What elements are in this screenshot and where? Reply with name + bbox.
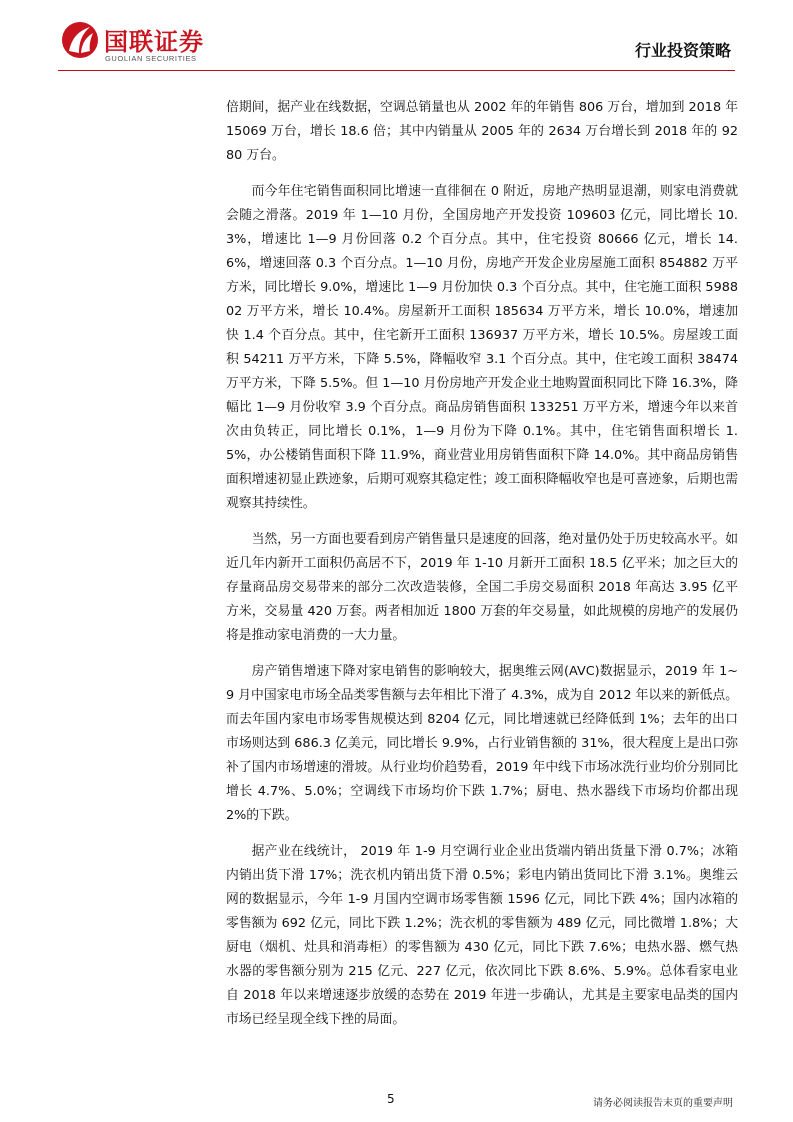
report-category-title: 行业投资策略 xyxy=(634,41,731,60)
body-paragraph: 而今年住宅销售面积同比增速一直徘徊在 0 附近，房地产热明显退潮，则家电消费就会随之滑落。2019 年 1—10 月份，全国房地产开发投资 109603 亿元，同比增长 10.3%，增速比 1—9 月份回落 0.2 个百分点。其中，住宅投资 80666 亿元，增长 14.6%，增速回落 0.3 个百分点。1—10 月份，房地产开发企业房屋施工面积 854882 万平方米，同比增长 9.0%，增速比 1—9 月份加快 0.3 个百分点。其中，住宅施工面积 598802 万平方米，增长 10.4%。房屋新开工面积 185634 万平方米，增长 10.0%，增速加快 1.4 个百分点。其中，住宅新开工面积 136937 万平方米，增长 10.5%。房屋竣工面积 54211 万平方米，下降 5.5%，降幅收窄 3.1 个百分点。其中，住宅竣工面积 38474 万平方米，下降 5.5%。但 1—10 月份房地产开发企业土地购置面积同比下降 16.3%，降幅比 1—9 月份收窄 3.9 个百分点。商品房销售面积 133251 万平方米，增速今年以来首次由负转正，同比增长 0.1%，1—9 月份为下降 0.1%。其中，住宅销售面积增长 1.5%，办公楼销售面积下降 11.9%，商业营业用房销售面积下降 14.0%。其中商品房销售面积增速初显止跌迹象，后期可观察其稳定性；竣工面积降幅收窄也是可喜迹象，后期也需观察其持续性。 xyxy=(226,184,738,511)
body-paragraph: 房产销售增速下降对家电销售的影响较大，据奥维云网(AVC)数据显示，2019 年 1~9 月中国家电市场全品类零售额与去年相比下滑了 4.3%，成为自 2012 年以来的新低点。而去年国内家电市场零售规模达到 8204 亿元，同比增速就已经降低到 1%；去年的出口市场则达到 686.3 亿美元，同比增长 9.9%，占行业销售额的 31%，很大程度上是出口弥补了国内市场增速的滑坡。从行业均价趋势看，2019 年中线下市场冰洗行业均价分别同比增长 4.7%、5.0%；空调线下市场均价下跌 1.7%；厨电、热水器线下市场均价都出现 2%的下跌。 xyxy=(226,664,738,823)
page-header xyxy=(0,0,793,80)
header-divider xyxy=(58,70,735,71)
page-number: 5 xyxy=(387,1092,395,1106)
report-body xyxy=(226,96,738,1044)
body-paragraph: 当然，另一方面也要看到房产销售量只是速度的回落，绝对量仍处于历史较高水平。如近几年内新开工面积仍高居不下，2019 年 1-10 月新开工面积 18.5 亿平米；加之巨大的存量商品房交易带来的部分二次改造装修，全国二手房交易面积 2018 年高达 3.95 亿平方米，交易量 420 万套。两者相加近 1800 万套的年交易量，如此规模的房地产的发展仍将是推动家电消费的一大力量。 xyxy=(226,532,738,643)
logo-text: 国联证券 xyxy=(104,28,204,56)
body-paragraph: 倍期间，据产业在线数据，空调总销量也从 2002 年的年销售 806 万台，增加到 2018 年 15069 万台，增长 18.6 倍；其中内销量从 2005 年的 2634 万台增长到 2018 年的 9280 万台。 xyxy=(226,100,738,163)
logo-subtext: GUOLIAN SECURITIES xyxy=(105,54,197,63)
guolian-logo-icon xyxy=(60,20,100,60)
body-paragraph: 据产业在线统计， 2019 年 1-9 月空调行业企业出货端内销出货量下滑 0.7%；冰箱内销出货下滑 17%；洗衣机内销出货下滑 0.5%；彩电内销出货同比下滑 3.1%。奥维云网的数据显示，今年 1-9 月国内空调市场零售额 1596 亿元，同比下跌 4%；国内冰箱的零售额为 692 亿元，同比下跌 1.2%；洗衣机的零售额为 489 亿元，同比微增 1.8%；大厨电（烟机、灶具和消毒柜）的零售额为 430 亿元，同比下跌 7.6%；电热水器、燃气热水器的零售额分别为 215 亿元、227 亿元，依次同比下跌 8.6%、5.9%。总体看家电业自 2018 年以来增速逐步放缓的态势在 2019 年进一步确认，尤其是主要家电品类的国内市场已经呈现全线下挫的局面。 xyxy=(226,844,738,1027)
footer-disclaimer: 请务必阅读报告末页的重要声明 xyxy=(593,1098,733,1109)
